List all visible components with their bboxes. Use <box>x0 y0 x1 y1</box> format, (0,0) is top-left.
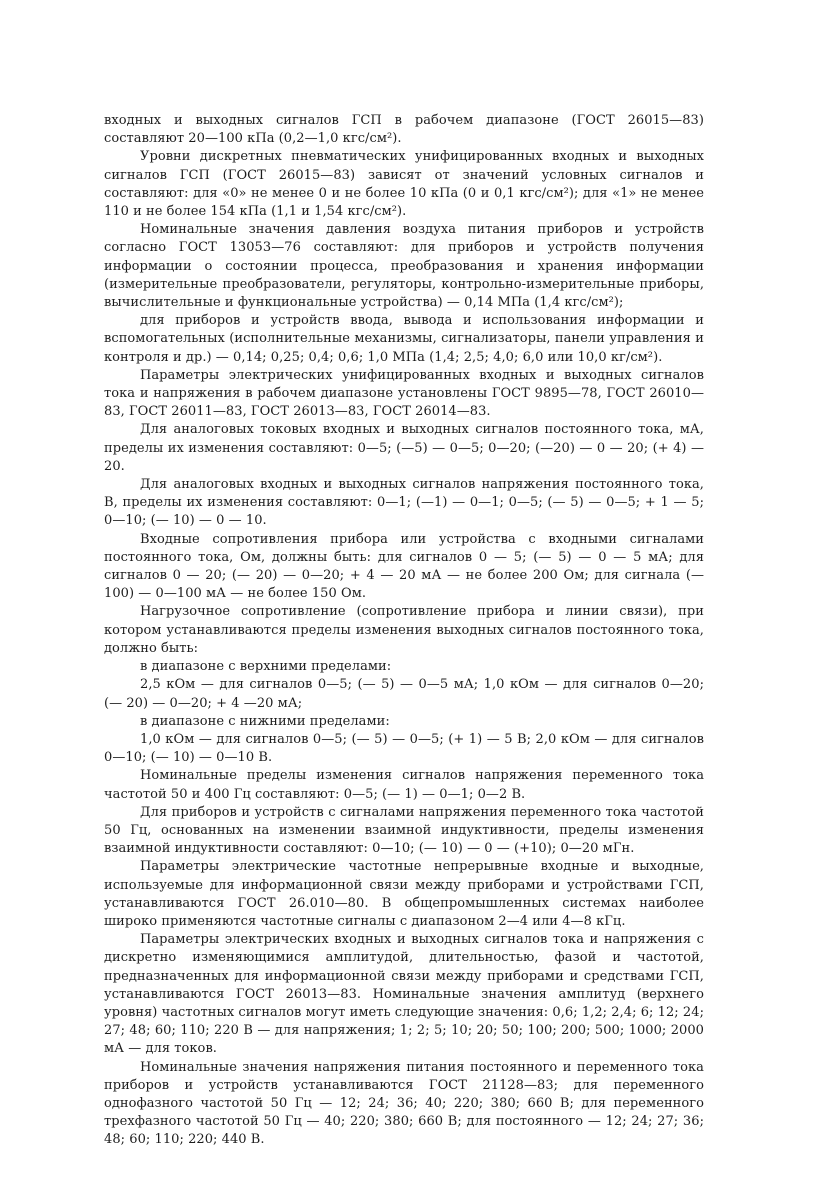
paragraph: 1,0 кОм — для сигналов 0—5; (— 5) — 0—5; (+ 1) — 5 В; 2,0 кОм — для сигналов 0—10; (— 10) — 0—10 В. <box>104 731 704 766</box>
paragraph: Номинальные пределы изменения сигналов напряжения переменного тока частотой 50 и 400 Гц составляют: 0—5; (— 1) — 0—1; 0—2 В. <box>104 768 704 802</box>
paragraph: Параметры электрических унифицированных входных и выходных сигналов тока и напряжения в рабочем диапазоне установлены ГОСТ 9895—78, ГОСТ 26010—83, ГОСТ 26011—83, ГОСТ 26013—83, ГОСТ 26014—83. <box>104 367 704 420</box>
paragraph: в диапазоне с верхними пределами: <box>140 659 392 675</box>
paragraph: входных и выходных сигналов ГСП в рабочем диапазоне (ГОСТ 26015—83) составляют 20—100 кПа (0,2—1,0 кгс/см²). <box>104 113 704 147</box>
text-column <box>104 112 704 1150</box>
paragraph: Нагрузочное сопротивление (сопротивление прибора и линии связи), при котором устанавливаются пределы изменения выходных сигналов постоянного тока, должно быть: <box>104 604 704 656</box>
paragraph: 2,5 кОм — для сигналов 0—5; (— 5) — 0—5 мА; 1,0 кОм — для сигналов 0—20; (— 20) — 0—20; + 4 —20 мА; <box>104 677 704 711</box>
paragraph: Номинальные значения напряжения питания постоянного и переменного тока приборов и устройств устанавливаются ГОСТ 21128—83; для переменного однофазного частотой 50 Гц — 12; 24; 36; 40; 220; 380; 660 В; для переменного трехфазного частотой 50 Гц — 40; 220; 380; 660 В; для постоянного — 12; 24; 27; 36; 48; 60; 110; 220; 440 В. <box>104 1059 704 1148</box>
paragraph: Для аналоговых входных и выходных сигналов напряжения постоянного тока, В, пределы их изменения составляют: 0—1; (—1) — 0—1; 0—5; (— 5) — 0—5; + 1 — 5; 0—10; (— 10) — 0 — 10. <box>104 477 704 529</box>
paragraph: Для аналоговых токовых входных и выходных сигналов постоянного тока, мА, пределы их изменения составляют: 0—5; (—5) — 0—5; 0—20; (—20) — 0 — 20; (+ 4) — 20. <box>104 422 704 474</box>
paragraph: Входные сопротивления прибора или устройства с входными сигналами постоянного тока, Ом, должны быть: для сигналов 0 — 5; (— 5) — 0 — 5 мА; для сигналов 0 — 20; (— 20) — 0—20; + 4 — 20 мА — не более 200 Ом; для сигнала (— 100) — 0—100 мА — не более 150 Ом. <box>104 531 704 602</box>
paragraph: в диапазоне с нижними пределами: <box>140 713 390 729</box>
paragraph: Параметры электрических входных и выходных сигналов тока и напряжения с дискретно изменяющимися амплитудой, длительностью, фазой и частотой, предназначенных для информационной связи между приборами и средствами ГСП, устанавливаются ГОСТ 26013—83. Номинальные значения амплитуд (верхнего уровня) частотных сигналов могут иметь следующие значения: 0,6; 1,2; 2,4; 6; 12; 24; 27; 48; 60; 110; 220 В — для напряжения; 1; 2; 5; 10; 20; 50; 100; 200; 500; 1000; 2000 мА — для токов. <box>104 932 704 1057</box>
paragraph: Для приборов и устройств с сигналами напряжения переменного тока частотой 50 Гц, основанных на изменении взаимной индуктивности, пределы изменения взаимной индуктивности составляют: 0—10; (— 10) — 0 — (+10); 0—20 мГн. <box>104 804 704 857</box>
paragraph: Уровни дискретных пневматических унифицированных входных и выходных сигналов ГСП (ГОСТ 26015—83) зависят от значений условных сигналов и составляют: для «0» не менее 0 и не более 10 кПа (0 и 0,1 кгс/см²); для «1» не менее 110 и не более 154 кПа (1,1 и 1,54 кгс/см²). <box>104 149 704 220</box>
paragraph: Номинальные значения давления воздуха питания приборов и устройств согласно ГОСТ 13053—76 составляют: для приборов и устройств получения информации о состоянии процесса, преобразования и хранения информации (измерительные преобразователи, регуляторы, контрольно-измерительные приборы, вычислительные и функциональные устройства) — 0,14 МПа (1,4 кгс/см²); <box>104 222 704 311</box>
paragraph: для приборов и устройств ввода, вывода и использования информации и вспомогательных (исполнительные механизмы, сигнализаторы, панели управления и контроля и др.) — 0,14; 0,25; 0,4; 0,6; 1,0 МПа (1,4; 2,5; 4,0; 6,0 или 10,0 кг/см²). <box>104 313 704 365</box>
paragraph: Параметры электрические частотные непрерывные входные и выходные, используемые для информационной связи между приборами и устройствами ГСП, устанавливаются ГОСТ 26.010—80. В общепромышленных системах наиболее широко применяются частотные сигналы с диапазоном 2—4 или 4—8 кГц. <box>104 859 704 929</box>
